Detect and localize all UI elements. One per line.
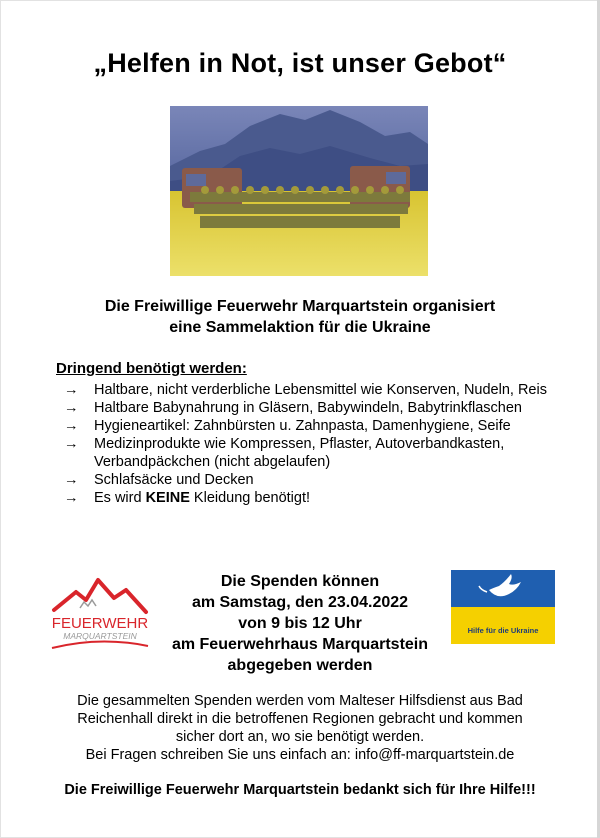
- ukraine-help-logo: [451, 570, 555, 644]
- arrow-right-icon: →: [64, 490, 79, 506]
- list-item: → Haltbare Babynahrung in Gläsern, Babywindeln, Babytrinkflaschen: [64, 400, 522, 416]
- logo-name: FEUERWEHR: [51, 615, 149, 632]
- mountain-logo-icon: [46, 572, 154, 656]
- logo-place: MARQUARTSTEIN: [63, 631, 137, 641]
- arrow-right-icon: →: [64, 472, 79, 488]
- headline-line-1: Die Freiwillige Feuerwehr Marquartstein organisiert: [104, 298, 496, 315]
- list-item: → Haltbare, nicht verderbliche Lebensmittel wie Konserven, Nudeln, Reis: [64, 382, 547, 398]
- needs-heading: Dringend benötigt werden:: [56, 360, 247, 377]
- list-item: → Es wird KEINE Kleidung benötigt!: [64, 490, 311, 506]
- dove-flag-icon: [451, 570, 555, 644]
- arrow-right-icon: →: [64, 436, 79, 452]
- arrow-right-icon: →: [64, 418, 79, 434]
- arrow-right-icon: →: [64, 400, 79, 416]
- headline: [0, 296, 600, 338]
- arrow-right-icon: →: [64, 382, 79, 398]
- needs-list: [60, 381, 570, 507]
- list-item: → Schlafsäcke und Decken: [64, 472, 254, 488]
- contact-line: Bei Fragen schreiben Sie uns einfach an: info@ff-marquartstein.de: [85, 747, 515, 763]
- emphasis-keine: KEINE: [145, 490, 190, 506]
- list-item: → Hygieneartikel: Zahnbürsten u. Zahnpasta, Damenhygiene, Seife: [64, 418, 511, 434]
- thanks-line: Die Freiwillige Feuerwehr Marquartstein bedankt sich für Ihre Hilfe!!!: [64, 782, 536, 798]
- feuerwehr-logo: [46, 572, 154, 656]
- list-item: → Medizinprodukte wie Kompressen, Pflaster, Autoverbandkasten, Verbandpäckchen (nicht abgelaufen): [64, 436, 505, 470]
- group-photo-ukraine-flag-overlay: [170, 106, 428, 276]
- ukraine-logo-caption: Hilfe für die Ukraine: [467, 626, 539, 635]
- page-title: „Helfen in Not, ist unser Gebot“: [93, 48, 507, 78]
- headline-line-2: eine Sammelaktion für die Ukraine: [169, 319, 431, 336]
- photo-illustration: [170, 106, 428, 276]
- info-text: Die gesammelten Spenden werden vom Malteser Hilfsdienst aus Bad Reichenhall direkt in die betroffenen Regionen gebracht und kommen sicher dort an, wo sie benötigt werden. Bei Fragen schreiben Sie uns einfach an: info@ff-marquartstein.de: [0, 692, 600, 764]
- donation-info: Die Spenden können am Samstag, den 23.04.2022 von 9 bis 12 Uhr am Feuerwehrhaus Marquartstein abgegeben werden: [171, 573, 429, 674]
